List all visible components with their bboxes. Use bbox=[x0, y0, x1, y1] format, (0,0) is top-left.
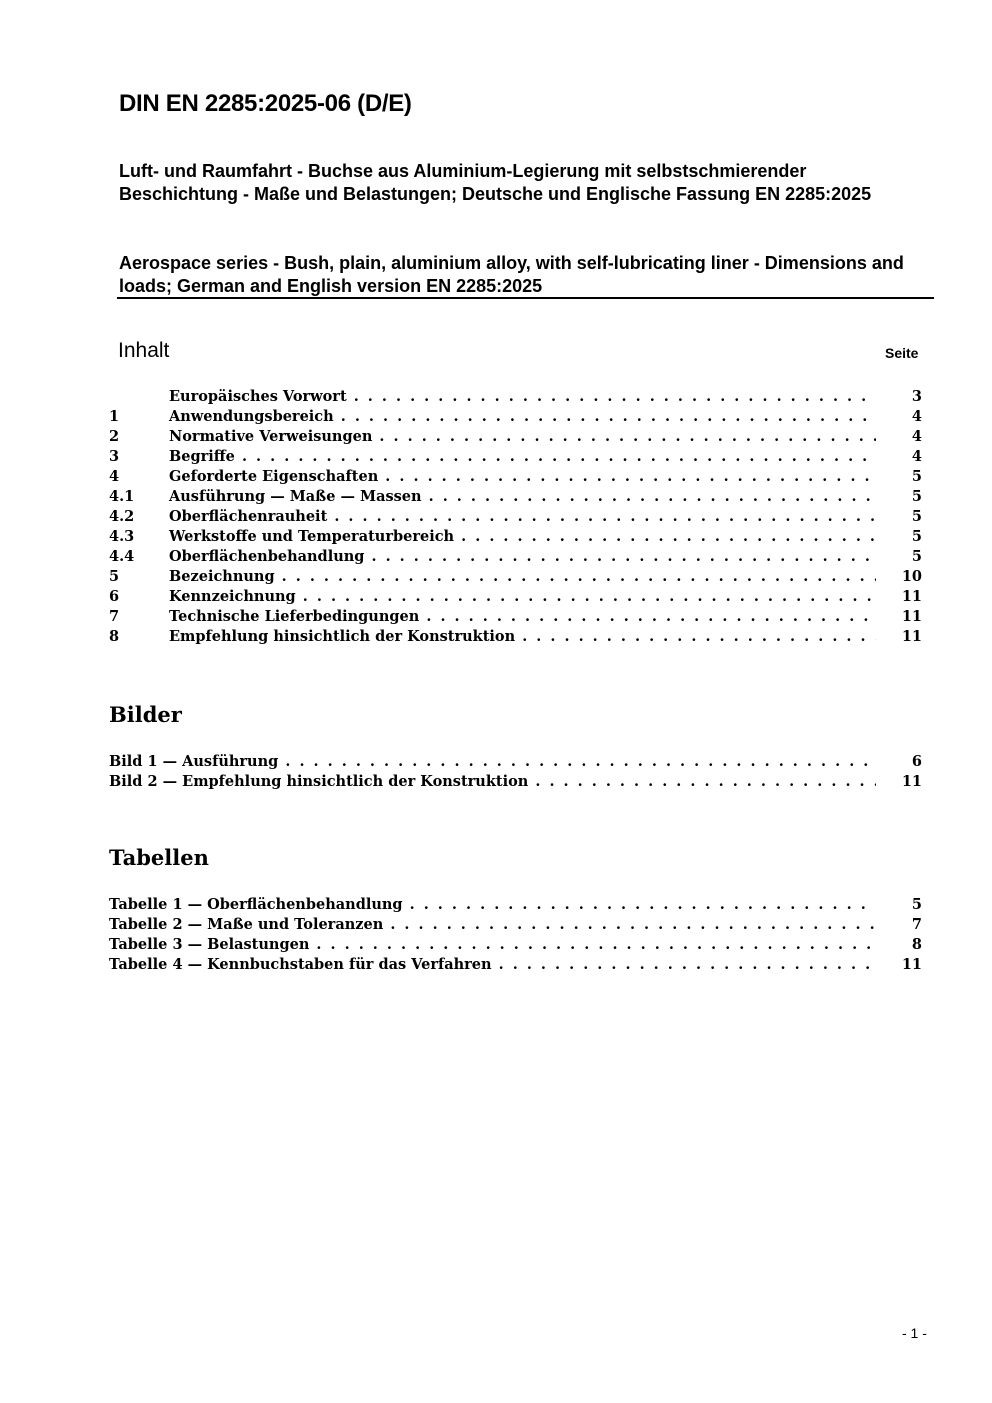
toc-entry-page: 4 bbox=[911, 448, 922, 465]
toc-entry-page: 5 bbox=[911, 548, 922, 565]
toc-entry-label: Geforderte Eigenschaften bbox=[169, 468, 379, 485]
page-column-label: Seite bbox=[885, 345, 919, 361]
figure-entry[interactable] bbox=[109, 772, 922, 792]
table-entry-page: 7 bbox=[911, 916, 922, 933]
table-entry-page: 8 bbox=[911, 936, 922, 953]
toc-entry-label: Begriffe bbox=[169, 448, 235, 465]
toc-entry[interactable] bbox=[109, 487, 922, 507]
toc-entry-page: 11 bbox=[901, 628, 922, 645]
toc-entry-label: Anwendungsbereich bbox=[169, 408, 334, 425]
title-german: Luft- und Raumfahrt - Buchse aus Aluminium-Legierung mit selbstschmierender Beschichtung - Maße und Belastungen; Deutsche und Englische Fassung EN 2285:2025 bbox=[119, 161, 872, 204]
toc-entry-page: 5 bbox=[911, 528, 922, 545]
toc-entry-label: Technische Lieferbedingungen bbox=[169, 608, 420, 625]
toc-entry-label: Kennzeichnung bbox=[169, 588, 296, 605]
toc-entry[interactable] bbox=[109, 587, 922, 607]
table-entry[interactable] bbox=[109, 955, 922, 975]
table-entry-label: Tabelle 3 — Belastungen bbox=[109, 936, 310, 953]
toc-entry-number: 5 bbox=[109, 568, 120, 585]
toc-entry-label: Empfehlung hinsichtlich der Konstruktion bbox=[169, 628, 516, 645]
toc-entry-page: 3 bbox=[911, 388, 922, 405]
toc-entry-label: Oberflächenrauheit bbox=[169, 508, 328, 525]
toc-entry-number: 4.3 bbox=[109, 528, 135, 545]
toc-entry[interactable] bbox=[109, 627, 922, 647]
title-divider bbox=[117, 297, 934, 299]
toc-entry-page: 10 bbox=[901, 568, 922, 585]
toc-entry-label: Bezeichnung bbox=[169, 568, 275, 585]
toc-entry-label: Normative Verweisungen bbox=[169, 428, 373, 445]
toc-entry-page: 4 bbox=[911, 428, 922, 445]
toc-entry-number: 3 bbox=[109, 448, 120, 465]
contents-heading: Inhalt bbox=[118, 339, 170, 362]
toc-entry[interactable] bbox=[109, 507, 922, 527]
toc-entry-page: 5 bbox=[911, 488, 922, 505]
toc-entry[interactable] bbox=[109, 567, 922, 587]
toc-entry-label: Werkstoffe und Temperaturbereich bbox=[169, 528, 455, 545]
figure-entry-page: 6 bbox=[911, 753, 922, 770]
table-entry-page: 11 bbox=[901, 956, 922, 973]
figure-entry-label: Bild 1 — Ausführung bbox=[109, 753, 279, 770]
figure-entry[interactable] bbox=[109, 752, 922, 772]
figure-entry-label: Bild 2 — Empfehlung hinsichtlich der Konstruktion bbox=[109, 773, 529, 790]
document-id-title: DIN EN 2285:2025-06 (D/E) bbox=[119, 90, 412, 117]
toc-entry[interactable] bbox=[109, 427, 922, 447]
tables-list bbox=[109, 895, 922, 975]
toc-entry-page: 11 bbox=[901, 608, 922, 625]
figures-list bbox=[109, 752, 922, 792]
toc-entry-label: Ausführung — Maße — Massen bbox=[169, 488, 422, 505]
toc-entry-number: 4.2 bbox=[109, 508, 135, 525]
toc-entry-page: 4 bbox=[911, 408, 922, 425]
toc-entry[interactable] bbox=[109, 607, 922, 627]
toc-entry-page: 5 bbox=[911, 508, 922, 525]
toc-entry-label: Oberflächenbehandlung bbox=[169, 548, 365, 565]
toc-entry-number: 4 bbox=[109, 468, 120, 485]
toc-entry[interactable] bbox=[109, 387, 922, 407]
toc-entry[interactable] bbox=[109, 467, 922, 487]
table-entry-label: Tabelle 2 — Maße und Toleranzen bbox=[109, 916, 384, 933]
table-entry-page: 5 bbox=[911, 896, 922, 913]
table-entry-label: Tabelle 4 — Kennbuchstaben für das Verfahren bbox=[109, 956, 492, 973]
title-english: Aerospace series - Bush, plain, aluminium alloy, with self-lubricating liner - Dimensions and loads; German and English version EN 2285:2025 bbox=[119, 253, 904, 296]
toc-entry-page: 5 bbox=[911, 468, 922, 485]
toc-entry[interactable] bbox=[109, 527, 922, 547]
toc-entry[interactable] bbox=[109, 547, 922, 567]
contents-list bbox=[109, 387, 922, 647]
toc-entry-number: 6 bbox=[109, 588, 120, 605]
toc-entry-number: 4.4 bbox=[109, 548, 135, 565]
figure-entry-page: 11 bbox=[901, 773, 922, 790]
toc-entry-number: 1 bbox=[109, 408, 120, 425]
toc-entry-page: 11 bbox=[901, 588, 922, 605]
toc-entry[interactable] bbox=[109, 407, 922, 427]
tables-heading: Tabellen bbox=[109, 845, 209, 870]
table-entry[interactable] bbox=[109, 915, 922, 935]
table-entry[interactable] bbox=[109, 895, 922, 915]
toc-entry-label: Europäisches Vorwort bbox=[169, 388, 347, 405]
toc-entry-number: 7 bbox=[109, 608, 120, 625]
table-entry-label: Tabelle 1 — Oberflächenbehandlung bbox=[109, 896, 403, 913]
figures-heading: Bilder bbox=[109, 702, 182, 727]
toc-entry[interactable] bbox=[109, 447, 922, 467]
toc-entry-number: 8 bbox=[109, 628, 120, 645]
toc-entry-number: 4.1 bbox=[109, 488, 135, 505]
table-entry[interactable] bbox=[109, 935, 922, 955]
page-number: - 1 - bbox=[902, 1325, 927, 1341]
toc-entry-number: 2 bbox=[109, 428, 120, 445]
